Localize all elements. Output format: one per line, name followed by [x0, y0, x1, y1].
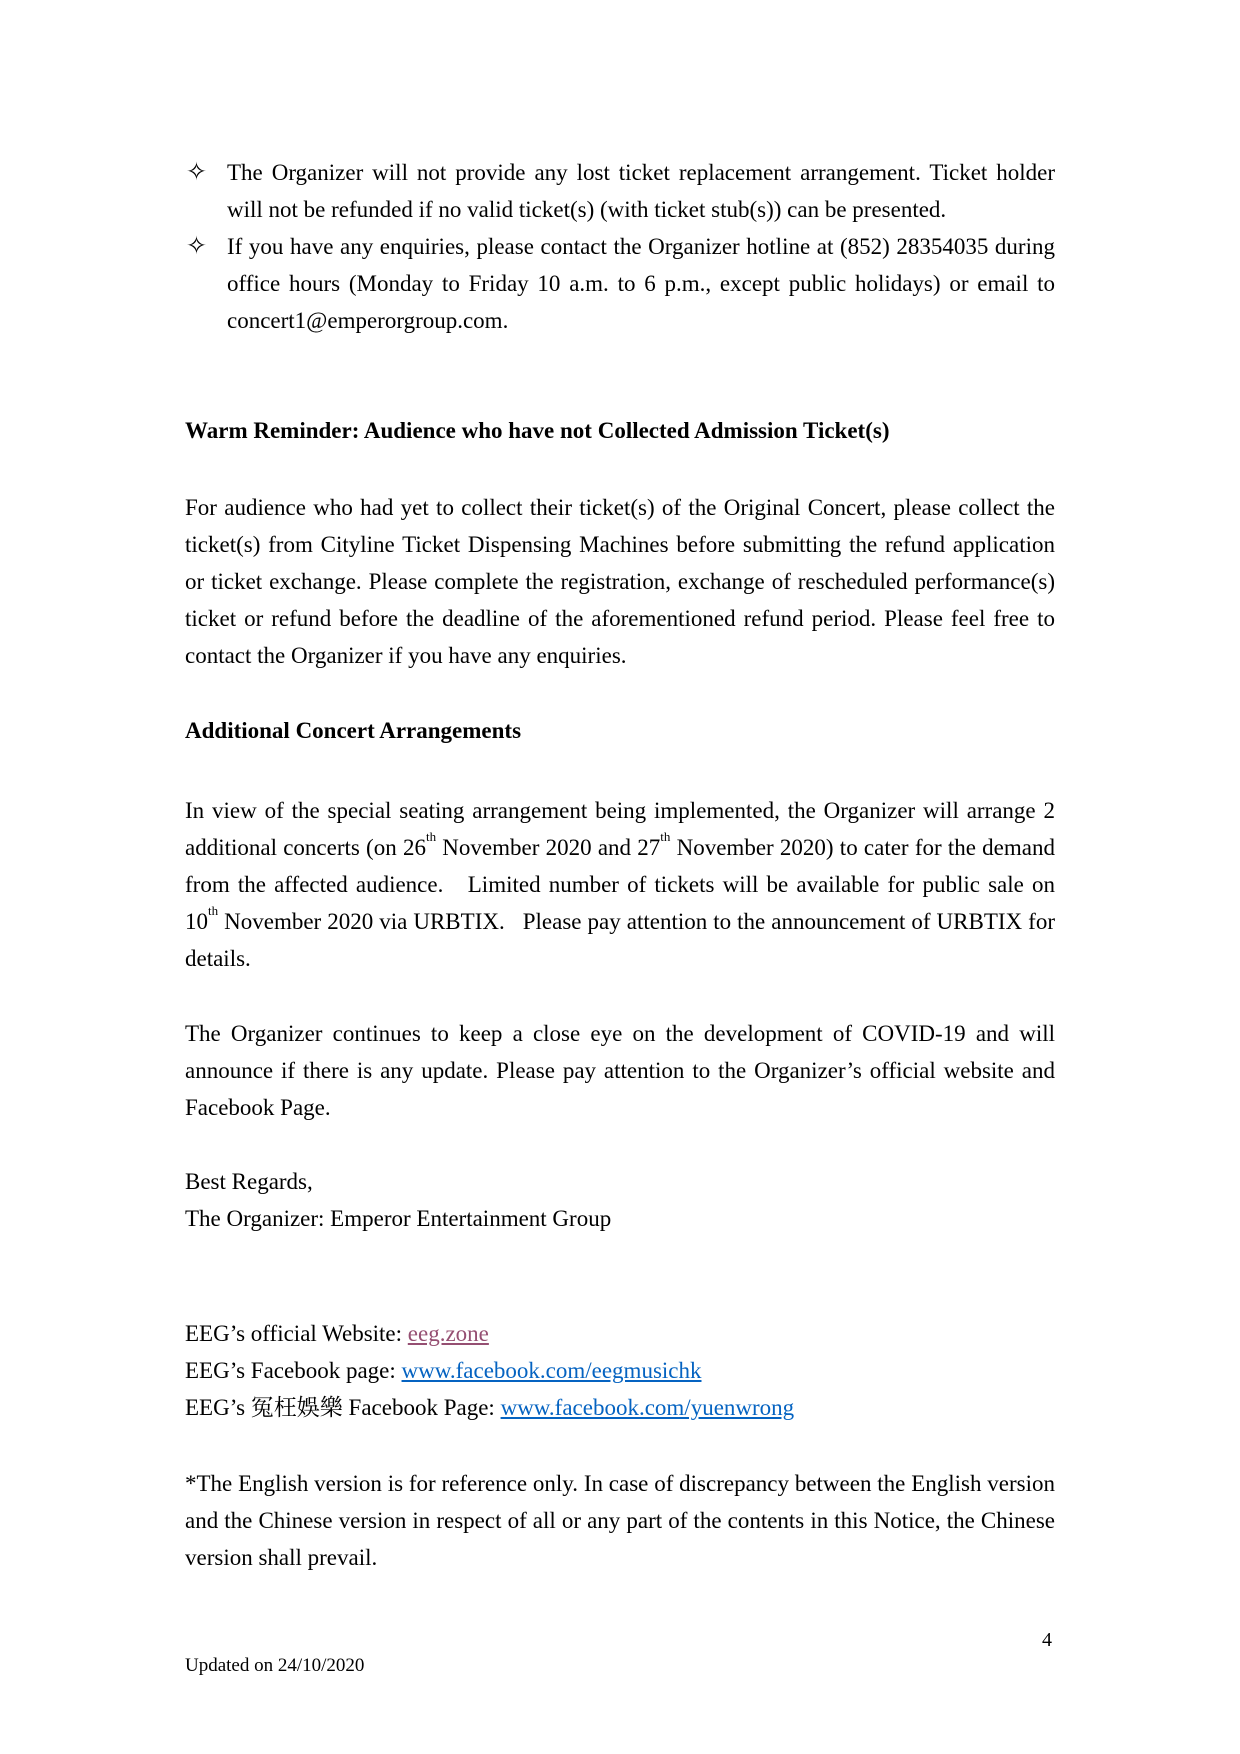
bullet-item-enquiries	[185, 228, 1055, 339]
bullet-text-enquiries: If you have any enquiries, please contact the Organizer hotline at (852) 28354035 during office hours (Monday to Friday 10 a.m. to 6 p.m., except public holidays) or email to concert1@emperorgroup.com.	[227, 234, 1055, 333]
yuenwrong-facebook-line	[185, 1389, 1055, 1426]
covid-update-paragraph: The Organizer continues to keep a close eye on the development of COVID-19 and will announce if there is any update. Please pay attention to the Organizer’s official website and Facebook Page.	[185, 1021, 1055, 1120]
yuenwrong-facebook-label: EEG’s 冤枉娛樂 Facebook Page:	[185, 1395, 501, 1420]
bullet-item-lost-ticket	[185, 154, 1055, 228]
bullet-text-lost-ticket: The Organizer will not provide any lost ticket replacement arrangement. Ticket holder will not be refunded if no valid ticket(s) (with ticket stub(s)) can be presented.	[227, 160, 1055, 222]
additional-concert-paragraph: In view of the special seating arrangement being implemented, the Organizer will arrange 2 additional concerts (on 26th November 2020 and 27th November 2020) to cater for the demand from the affected audience. Limited number of tickets will be available for public sale on 10th November 2020 via URBTIX. Please pay attention to the announcement of URBTIX for details.	[185, 798, 1055, 971]
additional-concert-heading: Additional Concert Arrangements	[185, 718, 522, 743]
page-number: 4	[1042, 1629, 1052, 1651]
official-website-line	[185, 1315, 1055, 1352]
facebook-page-label: EEG’s Facebook page:	[185, 1358, 402, 1383]
official-website-label: EEG’s official Website:	[185, 1321, 408, 1346]
bullet-list	[185, 154, 1055, 339]
signoff-block	[185, 1163, 1055, 1237]
footer-updated-date: Updated on 24/10/2020	[185, 1655, 365, 1676]
links-block	[185, 1315, 1055, 1426]
warm-reminder-heading: Warm Reminder: Audience who have not Collected Admission Ticket(s)	[185, 418, 890, 443]
four-pointed-star-bullet-icon: ✧	[186, 233, 207, 260]
yuenwrong-facebook-link[interactable]: www.facebook.com/yuenwrong	[500, 1395, 795, 1420]
signoff-organizer: The Organizer: Emperor Entertainment Group	[185, 1206, 612, 1231]
facebook-page-line	[185, 1352, 1055, 1389]
warm-reminder-paragraph: For audience who had yet to collect their ticket(s) of the Original Concert, please collect the ticket(s) from Cityline Ticket Dispensing Machines before submitting the refund application or ticket exchange. Please complete the registration, exchange of rescheduled performance(s) ticket or refund before the deadline of the aforementioned refund period. Please feel free to contact the Organizer if you have any enquiries.	[185, 495, 1055, 668]
signoff-regards: Best Regards,	[185, 1169, 313, 1194]
english-version-disclaimer: *The English version is for reference only. In case of discrepancy between the English version and the Chinese version in respect of all or any part of the contents in this Notice, the Chinese version shall prevail.	[185, 1471, 1055, 1570]
four-pointed-star-bullet-icon: ✧	[186, 159, 207, 186]
facebook-page-link[interactable]: www.facebook.com/eegmusichk	[401, 1358, 702, 1383]
official-website-link[interactable]: eeg.zone	[407, 1321, 489, 1346]
